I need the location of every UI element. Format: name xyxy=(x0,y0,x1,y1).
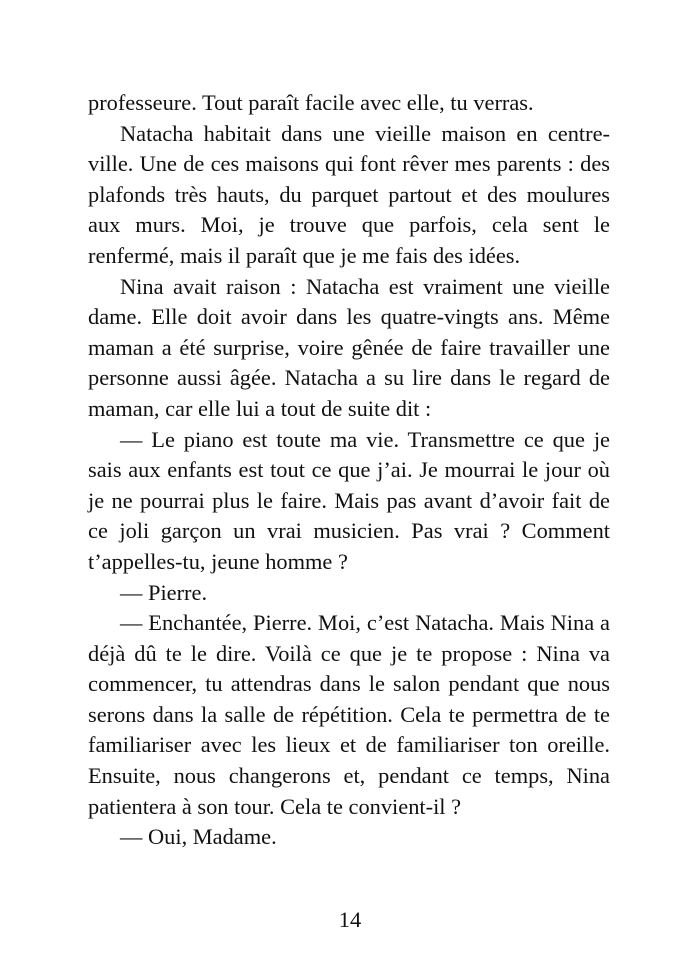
dialogue-line: — Pierre. xyxy=(120,579,208,605)
dialogue-line: — Enchantée, Pierre. Moi, c’est Natacha. Mais Nina a déjà dû te le dire. Voilà ce que je te propose : Nina va commencer, tu attendras dans le salon pendant que nous serons dans la salle de répétition. Cela te permettra de te familiariser avec les lieux et de familiariser ton oreille. Ensuite, nous changerons et, pendant ce temps, Nina patientera à son tour. Cela te convient-il ? xyxy=(88,610,610,819)
paragraph: Nina avait raison : Natacha est vraiment une vieille dame. Elle doit avoir dans les quatre-vingts ans. Même maman a été surprise, voire gênée de faire travailler une personne aussi âgée. Natacha a su lire dans le regard de maman, car elle lui a tout de suite dit : xyxy=(88,273,610,421)
page-number: 14 xyxy=(338,907,362,932)
page-body xyxy=(88,88,610,853)
paragraph: Natacha habitait dans une vieille maison en centre-ville. Une de ces maisons qui font rêver mes parents : des plafonds très hauts, du parquet partout et des moulures aux murs. Moi, je trouve que parfois, cela sent le renfermé, mais il paraît que je me fais des idées. xyxy=(88,120,610,268)
paragraph: professeure. Tout paraît facile avec elle, tu verras. xyxy=(88,90,534,115)
dialogue-line: — Le piano est toute ma vie. Transmettre ce que je sais aux enfants est tout ce que j’ai. Je mourrai le jour où je ne pourrai plus le faire. Mais pas avant d’avoir fait de ce joli garçon un vrai musicien. Pas vrai ? Comment t’appelles-tu, jeune homme ? xyxy=(88,426,610,574)
dialogue-line: — Oui, Madame. xyxy=(120,824,277,850)
